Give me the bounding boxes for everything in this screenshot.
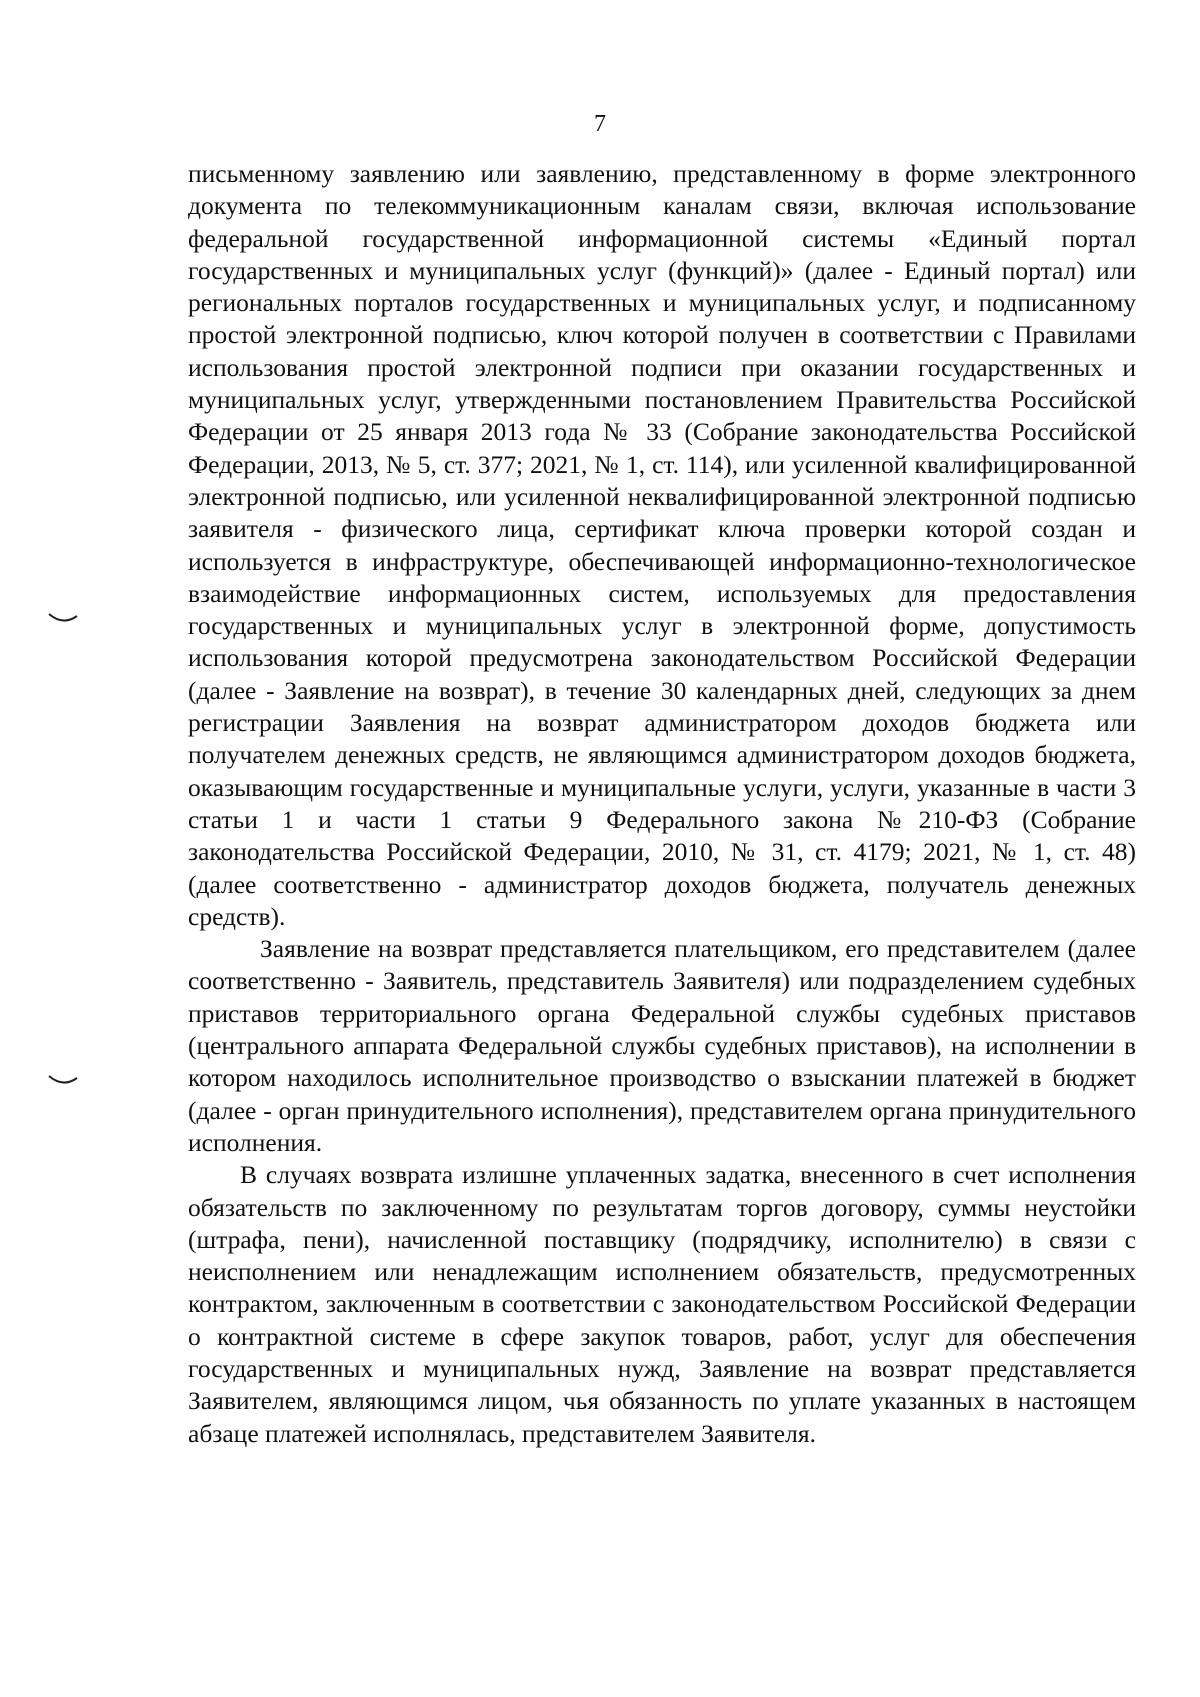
paragraph-applicant: Заявление на возврат представляется плательщиком, его представителем (далее соответственно - Заявитель, представитель Заявителя) или подразделением судебных приставов территориального органа Федеральной службы судебных приставов (центрального аппарата Федеральной службы судебных приставов), на исполнении в котором находилось исполнительное производство о взыскании платежей в бюджет (далее - орган принудительного исполнения), представителем органа принудительного исполнения. (188, 934, 1136, 1157)
punch-hole-mark-lower (48, 1074, 78, 1088)
paragraph-continuation: письменному заявлению или заявлению, представленному в форме электронного документа по телекоммуникационным каналам связи, включая использование федеральной государственной информационной системы «Единый портал государственных и муниципальных услуг (функций)» (далее - Единый портал) или региональных порталов государственных и муниципальных услуг, и подписанному простой электронной подписью, ключ которой получен в соответствии с Правилами использования простой электронной подписи при оказании государственных и муниципальных услуг, утвержденными постановлением Правительства Российской Федерации от 25 января 2013 года № 33 (Собрание законодательства Российской Федерации, 2013, № 5, ст. 377; 2021, № 1, ст. 114), или усиленной квалифицированной электронной подписью, или усиленной неквалифицированной электронной подписью заявителя - физического лица, сертификат ключа проверки которой создан и используется в инфраструктуре, обеспечивающей информационно-технологическое взаимодействие информационных систем, используемых для предоставления государственных и муниципальных услуг в электронной форме, допустимость использования которой предусмотрена законодательством Российской Федерации (далее - Заявление на возврат), в течение 30 календарных дней, следующих за днем регистрации Заявления на возврат администратором доходов бюджета или получателем денежных средств, не являющимся администратором доходов бюджета, оказывающим государственные и муниципальные услуги, услуги, указанные в части 3 статьи 1 и части 1 статьи 9 Федерального закона №210-ФЗ (Собрание законодательства Российской Федерации, 2010, № 31, ст. 4179; 2021, № 1, ст. 48) (далее соответственно - администратор доходов бюджета, получатель денежных средств). (188, 159, 1136, 931)
paragraph-refund-cases: В случаях возврата излишне уплаченных задатка, внесенного в счет исполнения обязательств по заключенному по результатам торгов договору, суммы неустойки (штрафа, пени), начисленной поставщику (подрядчику, исполнителю) в связи с неисполнением или ненадлежащим исполнением обязательств, предусмотренных контрактом, заключенным в соответствии с законодательством Российской Федерации о контрактной системе в сфере закупок товаров, работ, услуг для обеспечения государственных и муниципальных нужд, Заявление на возврат представляется Заявителем, являющимся лицом, чья обязанность по уплате указанных в настоящем абзаце платежей исполнялась, представителем Заявителя. (188, 1160, 1136, 1448)
punch-hole-mark-upper (48, 612, 78, 626)
document-body (188, 158, 1136, 1450)
page-number: 7 (594, 111, 606, 137)
